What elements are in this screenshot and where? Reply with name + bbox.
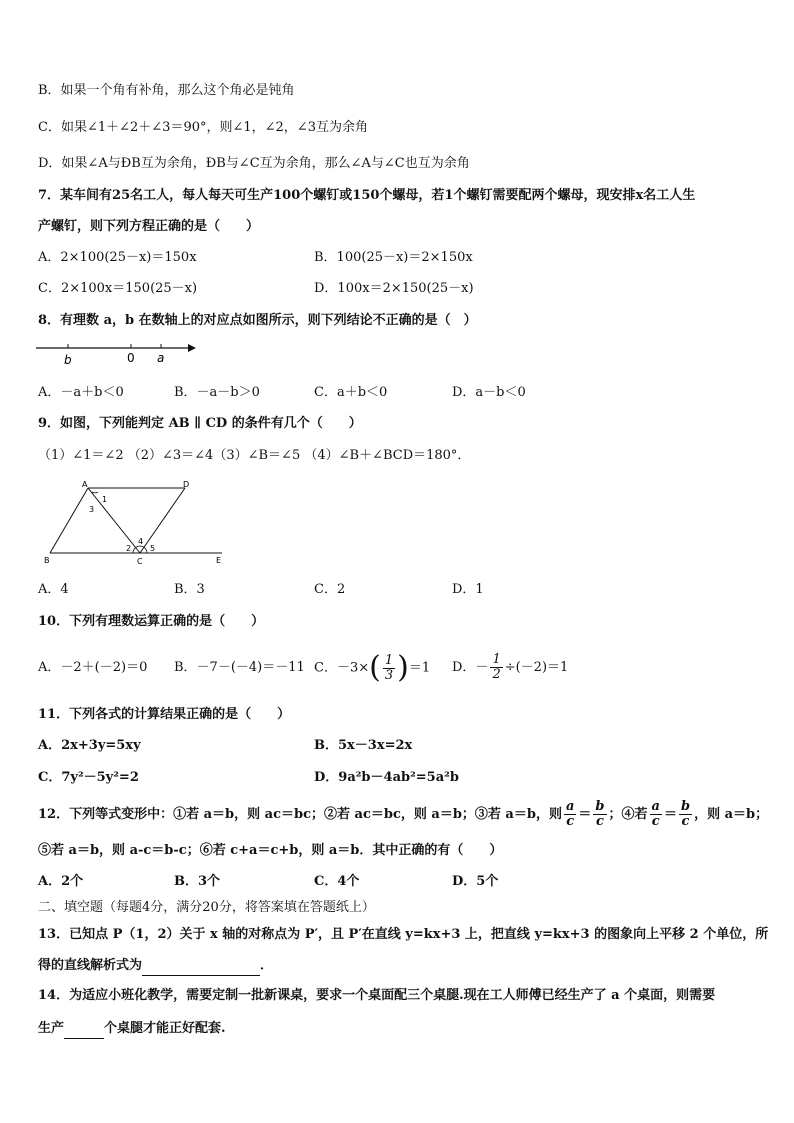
q13-line2: 得的直线解析式为 ． — [38, 955, 273, 976]
q7-option-c: C．2×100x＝150(25－x) — [38, 281, 198, 296]
q9-option-a: A．4 — [38, 582, 69, 597]
q14-line1: 14．为适应小班化教学，需要定制一批新课桌，要求一个桌面配三个桌腿.现在工人师傅已经生产了 a 个桌面，则需要 — [38, 988, 716, 1003]
q8-option-a: A．－a＋b＜0 — [38, 385, 124, 400]
q8-option-d: D．a－b＜0 — [452, 385, 526, 400]
q13-answer-blank[interactable] — [142, 955, 260, 976]
q8-label-a: a — [157, 351, 165, 365]
q12-fraction-a-over-c-2: $\frac{a}{c}$ — [651, 799, 660, 829]
q10-c-prefix: C．－3× — [314, 660, 370, 676]
q9-option-b: B．3 — [174, 582, 205, 597]
q10-d-fraction: $\frac{1}{2}$ — [492, 652, 501, 682]
q13-line1: 13．已知点 P（1，2）关于 x 轴的对称点为 P′，且 P′在直线 y=kx+3 上，把直线 y=kx+3 的图象向上平移 2 个单位，所 — [38, 927, 769, 942]
fig-label-c: C — [137, 557, 143, 566]
q10-c-fraction: $\frac{1}{3}$ — [384, 652, 394, 683]
q11-option-d: D．9a²b－4ab²=5a²b — [314, 770, 459, 785]
q10-c-suffix: ＝1 — [408, 660, 431, 676]
q10-option-d — [452, 646, 568, 690]
q10-option-a: A．－2＋(－2)＝0 — [38, 660, 148, 675]
q9-conditions: （1）∠1＝∠2 （2）∠3＝∠4（3）∠B＝∠5 （4）∠B＋∠BCD＝180°． — [38, 448, 471, 463]
q12-fraction-a-over-c: $\frac{a}{c}$ — [565, 799, 575, 829]
q7-option-a: A．2×100(25－x)＝150x — [38, 250, 197, 265]
q10-option-b: B．－7－(－4)＝－11 — [174, 660, 305, 675]
q9-stem: 9．如图，下列能判定 AB ∥ CD 的条件有几个（ ） — [38, 416, 362, 431]
q7-stem-line1: 7．某车间有25名工人，每人每天可生产100个螺钉或150个螺母，若1个螺钉需要配两个螺母，现安排x名工人生 — [38, 188, 696, 203]
section-heading: 二、填空题（每题4分，满分20分，将答案填在答题纸上） — [38, 900, 375, 915]
q12-option-c: C．4个 — [314, 874, 360, 889]
q12-option-d: D．5个 — [452, 874, 499, 889]
q10-stem: 10．下列有理数运算正确的是（ ） — [38, 614, 265, 629]
q14-line2: 生产 个桌腿才能正好配套. — [38, 1018, 226, 1039]
q12-option-a: A．2个 — [38, 874, 84, 889]
q12-fraction-b-over-c: $\frac{b}{c}$ — [595, 799, 605, 829]
q8-stem: 8．有理数 a，b 在数轴上的对应点如图所示，则下列结论不正确的是（ ） — [38, 313, 477, 328]
q7-option-b: B．100(25－x)＝2×150x — [314, 250, 473, 265]
q11-option-b: B．5x－3x=2x — [314, 738, 413, 753]
q8-option-c: C．a＋b＜0 — [314, 385, 388, 400]
fig-angle-4: 4 — [138, 537, 144, 546]
q8-label-0: 0 — [127, 351, 135, 365]
q8-number-line — [36, 338, 201, 368]
fig-angle-1: 1 — [102, 495, 108, 504]
q10-d-prefix: D．－ — [452, 660, 489, 675]
q8-option-b: B．－a－b＞0 — [174, 385, 260, 400]
q7-option-d: D．100x＝2×150(25－x) — [314, 281, 474, 296]
q9-option-d: D．1 — [452, 582, 484, 597]
q8-label-b: b — [64, 353, 72, 367]
q6-option-c: C．如果∠1＋∠2＋∠3＝90°，则∠1，∠2，∠3互为余角 — [38, 120, 368, 135]
q10-option-c: C．－3×( $\frac{1}{3}$ )＝1 — [314, 650, 431, 685]
q6-option-d: D．如果∠A与ÐB互为余角，ÐB与∠C互为余角，那么∠A与∠C也互为余角 — [38, 156, 470, 171]
fig-label-d: D — [183, 480, 190, 489]
fig-label-e: E — [216, 556, 222, 565]
q6-option-b: B．如果一个角有补角，那么这个角必是钝角 — [38, 83, 295, 98]
q12-fraction-b-over-c-2: $\frac{b}{c}$ — [680, 799, 691, 829]
q12-stem-line1: 12．下列等式变形中：①若 a＝b，则 ac＝bc；②若 ac＝bc，则 a＝b；③若 a＝b，则 $\frac{a}{c}$ ＝ $\frac{b}{c}$ ；④若 $\frac{a}{c}$ ＝ $\frac{b}{c}$ ，则 a＝b； — [38, 799, 769, 829]
fig-angle-2: 2 — [126, 544, 132, 553]
q11-option-c: C．7y²－5y²=2 — [38, 770, 139, 785]
q9-geometry-figure — [40, 478, 230, 570]
fig-label-b: B — [44, 556, 50, 565]
q12-option-b: B．3个 — [174, 874, 221, 889]
q7-stem-line2: 产螺钉，则下列方程正确的是（ ） — [38, 219, 260, 234]
q14-answer-blank[interactable] — [64, 1018, 104, 1039]
q9-option-c: C．2 — [314, 582, 346, 597]
q10-d-suffix: ÷(－2)＝1 — [504, 660, 569, 675]
fig-label-a: A — [82, 480, 88, 489]
fig-angle-5: 5 — [150, 544, 156, 553]
q11-option-a: A．2x+3y=5xy — [38, 738, 141, 753]
q11-stem: 11．下列各式的计算结果正确的是（ ） — [38, 707, 291, 722]
fig-angle-3: 3 — [89, 505, 95, 514]
q12-stem-line2: ⑤若 a＝b，则 a-c＝b-c；⑥若 c+a＝c+b，则 a＝b．其中正确的有（ ） — [38, 843, 503, 858]
